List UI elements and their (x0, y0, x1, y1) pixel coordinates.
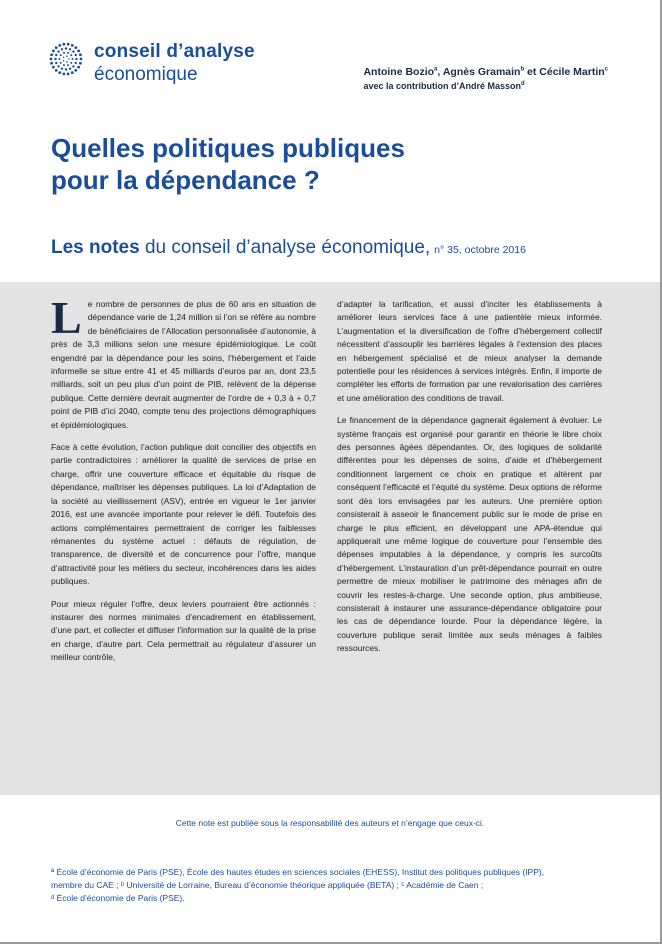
abstract-panel (0, 282, 660, 795)
cae-logo-icon (49, 42, 83, 76)
series-issue-number: n° 35, octobre 2016 (434, 244, 526, 256)
author-separator: , (437, 66, 443, 78)
org-name (94, 40, 255, 86)
abstract-paragraph-text: e nombre de personnes de plus de 60 ans en situation de dépendance varie de 1,24 million si l’on se réfère au nombre de bénéficiaires de l’Allocation personnalisée d’autonomie, à près de 3,3 millions selon une mesure épidémiologique. Le coût engendré par la dépendance pour les soins, l’hébergement et l’aide informelle se situe entre 41 et 45 milliards d’euros par an, dont 23,5 milliards, soit un peu plus d’un point de PIB, relèvent de la dépense publique. Cette dernière devrait augmenter de l’ordre de + 0,3 à + 0,7 point de PIB d’ici 2040, compte tenu des projections démographiques et épidémiologiques. (51, 299, 316, 430)
abstract-paragraph: Pour mieux réguler l’offre, deux leviers pourraient être actionnés : instaurer des normes minimales d’encadrement en établissement, d’une part, et collecter et diffuser l’information sur la qualité de la prise en charge, d’autre part. Cela permettrait au régulateur d’assurer un meilleur contrôle, (51, 598, 316, 663)
contribution-sup: d (521, 81, 525, 87)
series-heading (51, 237, 526, 259)
authors-names (363, 66, 608, 78)
author-name: Antoine Bozio (363, 66, 435, 78)
title-line2: pour la dépendance ? (51, 165, 320, 195)
contribution-text: avec la contribution d’André Masson (363, 81, 521, 91)
author-name: Agnès Gramain (442, 66, 521, 78)
abstract-column-left (51, 292, 316, 674)
drop-cap: L (51, 292, 82, 343)
abstract-paragraph: Le financement de la dépendance gagnerait également à évoluer. Le système français est organisé pour garantir en théorie le libre choix des personnes âgées dépendantes. Or, des logiques de solidarité différentes pour les dépenses de soins, d’aide et d’hébergement conditionnent largement ce choix en pratique et altèrent par conséquent l’efficacité et l’équité du système. Deux options de réforme sont dès lors envisagées par les auteurs. Une première option consisterait à asseoir le financement public sur le mode de prise en charge le plus efficient, en développant une APA-étendue qui appliquerait une même logique de couverture pour l’ensemble des dépenses imputables à la dépendance, y compris les surcoûts d’hébergement. L’instauration d’un prêt-dépendance pourrait en outre permettre de mieux mobiliser le patrimoine des ménages afin de couvrir les restes-à-charge. Une seconde option, plus ambitieuse, consisterait à instaurer une assurance-dépendance obligatoire pour les cas de dépendance lourde. Pour la dépendance légère, la couverture publique serait limitée aux seuls ménages à faibles ressources. (337, 415, 602, 654)
author-sup: a (434, 66, 438, 73)
series-name-bold: Les notes (51, 237, 140, 258)
abstract-paragraph: Face à cette évolution, l’action publique doit concilier des objectifs en partie contradictoires : améliorer la qualité de services de prise en charge, offrir une couverture efficace et équitable du risque de dépendance, maîtriser les dépenses publiques. La loi d’Adaptation de la société au vieillissement (ASV), entrée en vigueur le 1er janvier 2016, est une avancée importante pour relever le défi. Toutefois des actions complémentaires permettraient de corriger les faiblesses rémanentes du système actuel : défauts de régulation, de transparence, de diversité et de concurrence pour l’offre, manque d’attractivité pour les métiers du secteur, incohérences dans les aides publiques. (51, 442, 316, 587)
org-name-line2: économique (94, 64, 198, 85)
footnote-line: membre du CAE ; ᵇ Université de Lorraine, Bureau d’économie théorique appliquée (BETA) ; ᶜ Académie de Caen ; (51, 880, 484, 890)
author-separator: et (524, 66, 540, 78)
abstract-paragraph (51, 292, 316, 432)
footnote-line: ª École d’économie de Paris (PSE), École des hautes études en sciences sociales (EHESS), Institut des politiques publiques (IPP), (51, 867, 545, 877)
footnote-line: ᵈ École d’économie de Paris (PSE). (51, 893, 185, 903)
author-name: Cécile Martin (539, 66, 605, 78)
org-name-line1: conseil d’analyse (94, 41, 255, 62)
document-title (51, 132, 611, 196)
responsibility-disclaimer: Cette note est publiée sous la responsabilité des auteurs et n’engage que ceux-ci. (175, 818, 485, 828)
footnotes (51, 866, 616, 905)
title-line1: Quelles politiques publiques (51, 133, 405, 163)
abstract-column-right (337, 298, 602, 665)
author-sup: c (604, 66, 608, 73)
author-sup: b (520, 66, 525, 73)
series-name-rest: du conseil d’analyse économique, (139, 237, 431, 258)
authors-block (363, 66, 608, 91)
abstract-paragraph: d’adapter la tarification, et aussi d’inciter les établissements à améliorer leurs services face à une patientèle mieux informée. L’augmentation et la diversification de l’offre d’hébergement collectif nécessitent d’assouplir les barrières légales à l’extension des places en hébergement spécialisé et de mieux analyser la demande potentielle pour les résidences à services intégrés. Enfin, il importe de compléter les efforts de formation par une revalorisation des carrières et une amélioration des conditions de travail. (337, 299, 602, 403)
authors-contribution (363, 81, 608, 91)
